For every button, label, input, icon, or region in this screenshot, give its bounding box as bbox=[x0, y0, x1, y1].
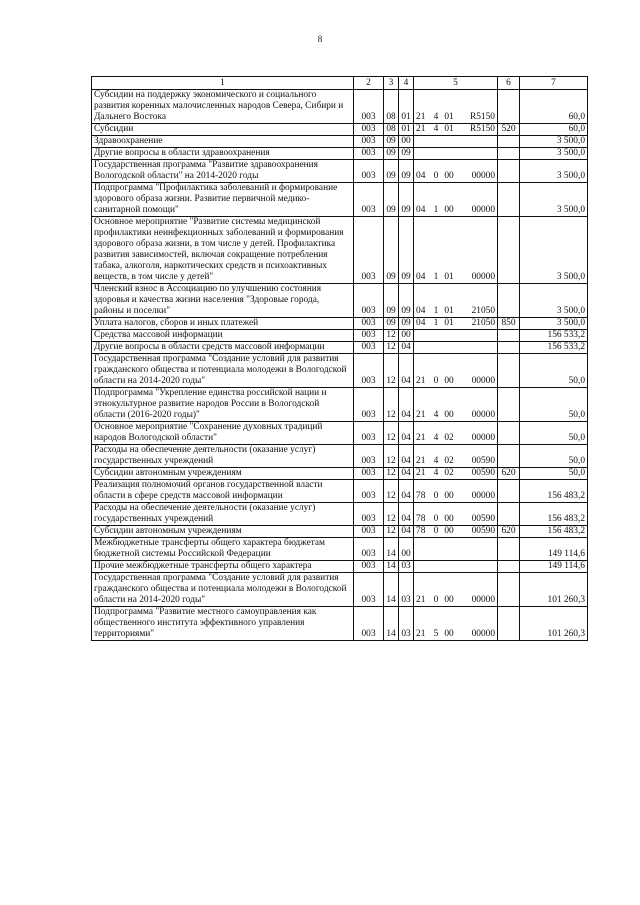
table-row bbox=[92, 124, 588, 136]
row-target-article bbox=[414, 284, 498, 318]
row-expense-type bbox=[498, 160, 520, 183]
target-article-part: 00590 bbox=[471, 468, 495, 478]
table-row bbox=[92, 183, 588, 217]
row-ministry-code: 003 bbox=[354, 607, 384, 641]
table-row bbox=[92, 318, 588, 330]
row-section-code: 14 bbox=[384, 561, 399, 573]
row-target-article bbox=[414, 538, 498, 561]
target-article-part: 1 bbox=[433, 272, 439, 282]
table-row bbox=[92, 561, 588, 573]
row-name: Средства массовой информации bbox=[92, 330, 354, 342]
row-expense-type bbox=[498, 217, 520, 284]
row-target-article bbox=[414, 136, 498, 148]
target-article-part: 00000 bbox=[471, 205, 495, 215]
row-expense-type bbox=[498, 607, 520, 641]
target-article-part: 00000 bbox=[471, 376, 495, 386]
page-number: 8 bbox=[317, 34, 323, 44]
row-name: Основное мероприятие "Сохранение духовных традиций народов Вологодской области" bbox=[92, 422, 354, 445]
row-name: Членский взнос в Ассоциацию по улучшению состояния здоровья и качества жизни населения "Здоровые города, районы и поселки" bbox=[92, 284, 354, 318]
row-ministry-code: 003 bbox=[354, 468, 384, 480]
header-cell: 6 bbox=[498, 77, 520, 90]
table-row bbox=[92, 148, 588, 160]
row-subsection-code: 09 bbox=[399, 217, 414, 284]
target-article-part: 21 bbox=[416, 124, 426, 134]
row-ministry-code: 003 bbox=[354, 330, 384, 342]
row-subsection-code: 01 bbox=[399, 124, 414, 136]
row-subsection-code: 03 bbox=[399, 573, 414, 607]
row-ministry-code: 003 bbox=[354, 480, 384, 503]
row-amount: 3 500,0 bbox=[520, 136, 588, 148]
target-article-part: 00000 bbox=[471, 629, 495, 639]
row-amount: 3 500,0 bbox=[520, 284, 588, 318]
row-expense-type bbox=[498, 422, 520, 445]
target-article-part: 04 bbox=[416, 318, 426, 328]
row-subsection-code: 09 bbox=[399, 148, 414, 160]
target-article-part: 4 bbox=[433, 456, 439, 466]
row-section-code: 14 bbox=[384, 538, 399, 561]
row-target-article bbox=[414, 445, 498, 468]
row-subsection-code: 09 bbox=[399, 160, 414, 183]
header-cell: 1 bbox=[92, 77, 354, 90]
target-article-part: 01 bbox=[444, 318, 454, 328]
row-name: Субсидии на поддержку экономического и социального развития коренных малочисленных народов Севера, Сибири и Дальнего Востока bbox=[92, 90, 354, 124]
row-ministry-code: 003 bbox=[354, 148, 384, 160]
table-row bbox=[92, 217, 588, 284]
row-target-article bbox=[414, 318, 498, 330]
row-expense-type: 620 bbox=[498, 526, 520, 538]
target-article-part: 01 bbox=[444, 124, 454, 134]
row-expense-type bbox=[498, 183, 520, 217]
row-section-code: 12 bbox=[384, 480, 399, 503]
table-row bbox=[92, 607, 588, 641]
row-ministry-code: 003 bbox=[354, 342, 384, 354]
row-target-article bbox=[414, 124, 498, 136]
target-article-part: 02 bbox=[444, 433, 454, 443]
target-article-part: 00 bbox=[444, 629, 454, 639]
row-name: Государственная программа "Развитие здравоохранения Вологодской области" на 2014-2020 годы bbox=[92, 160, 354, 183]
target-article-part: 0 bbox=[433, 526, 439, 536]
row-name: Государственная программа "Создание условий для развития гражданского общества и потенциала молодежи в Вологодской области на 2014-2020 годы" bbox=[92, 354, 354, 388]
row-subsection-code: 04 bbox=[399, 526, 414, 538]
target-article-part: 00000 bbox=[471, 410, 495, 420]
row-name: Расходы на обеспечение деятельности (оказание услуг) государственных учреждений bbox=[92, 503, 354, 526]
row-subsection-code: 04 bbox=[399, 354, 414, 388]
row-target-article bbox=[414, 526, 498, 538]
table-row bbox=[92, 160, 588, 183]
row-subsection-code: 03 bbox=[399, 607, 414, 641]
row-target-article bbox=[414, 503, 498, 526]
row-section-code: 12 bbox=[384, 388, 399, 422]
row-name: Субсидии автономным учреждениям bbox=[92, 526, 354, 538]
target-article-part: 21 bbox=[416, 629, 426, 639]
row-ministry-code: 003 bbox=[354, 503, 384, 526]
row-section-code: 12 bbox=[384, 503, 399, 526]
target-article-part: 78 bbox=[416, 526, 426, 536]
target-article-part: 00000 bbox=[471, 595, 495, 605]
target-article-part: 00 bbox=[444, 205, 454, 215]
row-target-article bbox=[414, 217, 498, 284]
table-row bbox=[92, 422, 588, 445]
target-article-part: 21 bbox=[416, 112, 426, 122]
row-amount: 50,0 bbox=[520, 468, 588, 480]
target-article-part: 00000 bbox=[471, 433, 495, 443]
row-section-code: 09 bbox=[384, 318, 399, 330]
target-article-part: 4 bbox=[433, 410, 439, 420]
row-ministry-code: 003 bbox=[354, 183, 384, 217]
row-subsection-code: 04 bbox=[399, 503, 414, 526]
row-expense-type: 620 bbox=[498, 468, 520, 480]
row-subsection-code: 01 bbox=[399, 90, 414, 124]
row-subsection-code: 00 bbox=[399, 538, 414, 561]
target-article-part: 0 bbox=[433, 514, 439, 524]
target-article-part: 4 bbox=[433, 433, 439, 443]
target-article-part: R5150 bbox=[469, 124, 495, 134]
row-ministry-code: 003 bbox=[354, 90, 384, 124]
row-name: Межбюджетные трансферты общего характера бюджетам бюджетной системы Российской Федерации bbox=[92, 538, 354, 561]
row-name: Прочие межбюджетные трансферты общего характера bbox=[92, 561, 354, 573]
row-section-code: 12 bbox=[384, 354, 399, 388]
row-ministry-code: 003 bbox=[354, 445, 384, 468]
row-section-code: 09 bbox=[384, 136, 399, 148]
row-ministry-code: 003 bbox=[354, 318, 384, 330]
target-article-part: 00 bbox=[444, 171, 454, 181]
target-article-part: 21 bbox=[416, 376, 426, 386]
row-expense-type bbox=[498, 573, 520, 607]
target-article-part: 00 bbox=[444, 595, 454, 605]
target-article-part: 02 bbox=[444, 456, 454, 466]
row-subsection-code: 04 bbox=[399, 342, 414, 354]
target-article-part: 1 bbox=[433, 205, 439, 215]
row-expense-type bbox=[498, 388, 520, 422]
row-subsection-code: 09 bbox=[399, 284, 414, 318]
budget-table bbox=[91, 76, 588, 641]
table-row bbox=[92, 538, 588, 561]
row-name: Государственная программа "Создание условий для развития гражданского общества и потенциала молодежи в Вологодской области на 2014-2020 годы" bbox=[92, 573, 354, 607]
row-target-article bbox=[414, 160, 498, 183]
target-article-part: 04 bbox=[416, 306, 426, 316]
row-ministry-code: 003 bbox=[354, 526, 384, 538]
row-subsection-code: 09 bbox=[399, 183, 414, 217]
row-name: Подпрограмма "Укрепление единства российской нации и этнокультурное развитие народов России в Вологодской области (2016-2020 годы)" bbox=[92, 388, 354, 422]
target-article-part: 00000 bbox=[471, 171, 495, 181]
row-section-code: 14 bbox=[384, 607, 399, 641]
table-row bbox=[92, 342, 588, 354]
row-target-article bbox=[414, 607, 498, 641]
row-expense-type bbox=[498, 90, 520, 124]
table-row bbox=[92, 330, 588, 342]
target-article-part: 21 bbox=[416, 410, 426, 420]
target-article-part: 1 bbox=[433, 318, 439, 328]
header-row bbox=[92, 77, 588, 90]
table-row bbox=[92, 573, 588, 607]
row-subsection-code: 04 bbox=[399, 388, 414, 422]
row-amount: 60,0 bbox=[520, 90, 588, 124]
row-ministry-code: 003 bbox=[354, 388, 384, 422]
row-name: Субсидии автономным учреждениям bbox=[92, 468, 354, 480]
header-cell: 7 bbox=[520, 77, 588, 90]
row-name: Основное мероприятие "Развитие системы медицинской профилактики неинфекционных заболеваний и формирования здорового образа жизни, в том числе у детей. Профилактика развития зависимостей, включая сокращение потребления табака, алкоголя, наркотических средств и психоактивных веществ, в том числе у детей" bbox=[92, 217, 354, 284]
row-ministry-code: 003 bbox=[354, 538, 384, 561]
target-article-part: 21050 bbox=[471, 306, 495, 316]
row-subsection-code: 09 bbox=[399, 318, 414, 330]
row-section-code: 12 bbox=[384, 342, 399, 354]
target-article-part: 21 bbox=[416, 595, 426, 605]
row-section-code: 12 bbox=[384, 468, 399, 480]
target-article-part: 78 bbox=[416, 491, 426, 501]
row-expense-type bbox=[498, 284, 520, 318]
target-article-part: 01 bbox=[444, 112, 454, 122]
row-expense-type bbox=[498, 148, 520, 160]
target-article-part: 00590 bbox=[471, 456, 495, 466]
row-subsection-code: 04 bbox=[399, 468, 414, 480]
row-ministry-code: 003 bbox=[354, 160, 384, 183]
row-expense-type bbox=[498, 538, 520, 561]
table-row bbox=[92, 445, 588, 468]
target-article-part: 78 bbox=[416, 514, 426, 524]
row-subsection-code: 03 bbox=[399, 561, 414, 573]
table-row bbox=[92, 90, 588, 124]
row-ministry-code: 003 bbox=[354, 284, 384, 318]
row-target-article bbox=[414, 388, 498, 422]
row-ministry-code: 003 bbox=[354, 573, 384, 607]
row-ministry-code: 003 bbox=[354, 561, 384, 573]
row-expense-type: 850 bbox=[498, 318, 520, 330]
target-article-part: 02 bbox=[444, 468, 454, 478]
header-cell: 2 bbox=[354, 77, 384, 90]
target-article-part: 04 bbox=[416, 205, 426, 215]
row-ministry-code: 003 bbox=[354, 217, 384, 284]
row-name: Подпрограмма "Развитие местного самоуправления как общественного института эффективного управления территориями" bbox=[92, 607, 354, 641]
target-article-part: 01 bbox=[444, 306, 454, 316]
row-name: Расходы на обеспечение деятельности (оказание услуг) государственных учреждений bbox=[92, 445, 354, 468]
row-target-article bbox=[414, 468, 498, 480]
target-article-part: 0 bbox=[433, 491, 439, 501]
row-ministry-code: 003 bbox=[354, 354, 384, 388]
target-article-part: 00 bbox=[444, 526, 454, 536]
row-expense-type bbox=[498, 136, 520, 148]
target-article-part: 00 bbox=[444, 491, 454, 501]
row-name: Подпрограмма "Профилактика заболеваний и формирование здорового образа жизни. Развитие первичной медико-санитарной помощи" bbox=[92, 183, 354, 217]
row-target-article bbox=[414, 573, 498, 607]
row-target-article bbox=[414, 148, 498, 160]
row-section-code: 09 bbox=[384, 284, 399, 318]
row-section-code: 08 bbox=[384, 124, 399, 136]
row-subsection-code: 00 bbox=[399, 330, 414, 342]
target-article-part: 0 bbox=[433, 376, 439, 386]
row-target-article bbox=[414, 422, 498, 445]
target-article-part: 00590 bbox=[471, 514, 495, 524]
row-subsection-code: 04 bbox=[399, 445, 414, 468]
table-row bbox=[92, 503, 588, 526]
target-article-part: 00000 bbox=[471, 491, 495, 501]
row-target-article bbox=[414, 561, 498, 573]
row-expense-type bbox=[498, 330, 520, 342]
row-name: Уплата налогов, сборов и иных платежей bbox=[92, 318, 354, 330]
table-row bbox=[92, 388, 588, 422]
target-article-part: 4 bbox=[433, 124, 439, 134]
target-article-part: 00 bbox=[444, 410, 454, 420]
table-row bbox=[92, 136, 588, 148]
row-amount: 156 533,2 bbox=[520, 330, 588, 342]
row-amount: 101 260,3 bbox=[520, 607, 588, 641]
target-article-part: 01 bbox=[444, 272, 454, 282]
target-article-part: 04 bbox=[416, 171, 426, 181]
row-ministry-code: 003 bbox=[354, 124, 384, 136]
target-article-part: 21 bbox=[416, 456, 426, 466]
row-name: Другие вопросы в области здравоохранения bbox=[92, 148, 354, 160]
table-row bbox=[92, 480, 588, 503]
row-section-code: 12 bbox=[384, 526, 399, 538]
row-amount: 156 533,2 bbox=[520, 342, 588, 354]
target-article-part: 21050 bbox=[471, 318, 495, 328]
row-section-code: 12 bbox=[384, 330, 399, 342]
header-cell: 3 bbox=[384, 77, 399, 90]
row-amount: 3 500,0 bbox=[520, 183, 588, 217]
row-amount: 50,0 bbox=[520, 445, 588, 468]
row-amount: 3 500,0 bbox=[520, 318, 588, 330]
row-target-article bbox=[414, 354, 498, 388]
target-article-part: 0 bbox=[433, 595, 439, 605]
target-article-part: 00 bbox=[444, 376, 454, 386]
row-amount: 156 483,2 bbox=[520, 503, 588, 526]
row-expense-type: 520 bbox=[498, 124, 520, 136]
target-article-part: 4 bbox=[433, 112, 439, 122]
row-expense-type bbox=[498, 480, 520, 503]
target-article-part: 21 bbox=[416, 433, 426, 443]
target-article-part: 1 bbox=[433, 306, 439, 316]
row-expense-type bbox=[498, 503, 520, 526]
row-subsection-code: 04 bbox=[399, 422, 414, 445]
row-section-code: 09 bbox=[384, 160, 399, 183]
row-amount: 60,0 bbox=[520, 124, 588, 136]
target-article-part: 00590 bbox=[471, 526, 495, 536]
row-section-code: 09 bbox=[384, 148, 399, 160]
row-ministry-code: 003 bbox=[354, 422, 384, 445]
row-subsection-code: 00 bbox=[399, 136, 414, 148]
row-section-code: 09 bbox=[384, 183, 399, 217]
table-row bbox=[92, 354, 588, 388]
target-article-part: 04 bbox=[416, 272, 426, 282]
row-amount: 101 260,3 bbox=[520, 573, 588, 607]
row-name: Субсидии bbox=[92, 124, 354, 136]
row-section-code: 09 bbox=[384, 217, 399, 284]
row-expense-type bbox=[498, 445, 520, 468]
table-row bbox=[92, 284, 588, 318]
target-article-part: 4 bbox=[433, 468, 439, 478]
row-subsection-code: 04 bbox=[399, 480, 414, 503]
header-cell: 5 bbox=[414, 77, 498, 90]
row-target-article bbox=[414, 330, 498, 342]
row-section-code: 12 bbox=[384, 445, 399, 468]
row-amount: 3 500,0 bbox=[520, 217, 588, 284]
row-name: Другие вопросы в области средств массовой информации bbox=[92, 342, 354, 354]
row-section-code: 12 bbox=[384, 422, 399, 445]
target-article-part: 00000 bbox=[471, 272, 495, 282]
row-amount: 156 483,2 bbox=[520, 480, 588, 503]
row-name: Реализация полномочий органов государственной власти области в сфере средств массовой информации bbox=[92, 480, 354, 503]
row-amount: 149 114,6 bbox=[520, 538, 588, 561]
row-amount: 3 500,0 bbox=[520, 160, 588, 183]
row-section-code: 08 bbox=[384, 90, 399, 124]
target-article-part: 5 bbox=[433, 629, 439, 639]
target-article-part: R5150 bbox=[469, 112, 495, 122]
row-target-article bbox=[414, 342, 498, 354]
row-expense-type bbox=[498, 354, 520, 388]
header-cell: 4 bbox=[399, 77, 414, 90]
row-section-code: 14 bbox=[384, 573, 399, 607]
row-amount: 3 500,0 bbox=[520, 148, 588, 160]
row-name: Здравоохранение bbox=[92, 136, 354, 148]
row-amount: 50,0 bbox=[520, 422, 588, 445]
row-target-article bbox=[414, 90, 498, 124]
row-amount: 156 483,2 bbox=[520, 526, 588, 538]
table-row bbox=[92, 526, 588, 538]
row-target-article bbox=[414, 480, 498, 503]
row-expense-type bbox=[498, 561, 520, 573]
target-article-part: 00 bbox=[444, 514, 454, 524]
target-article-part: 0 bbox=[433, 171, 439, 181]
table-row bbox=[92, 468, 588, 480]
row-expense-type bbox=[498, 342, 520, 354]
row-target-article bbox=[414, 183, 498, 217]
row-amount: 50,0 bbox=[520, 388, 588, 422]
target-article-part: 21 bbox=[416, 468, 426, 478]
row-amount: 149 114,6 bbox=[520, 561, 588, 573]
row-amount: 50,0 bbox=[520, 354, 588, 388]
row-ministry-code: 003 bbox=[354, 136, 384, 148]
